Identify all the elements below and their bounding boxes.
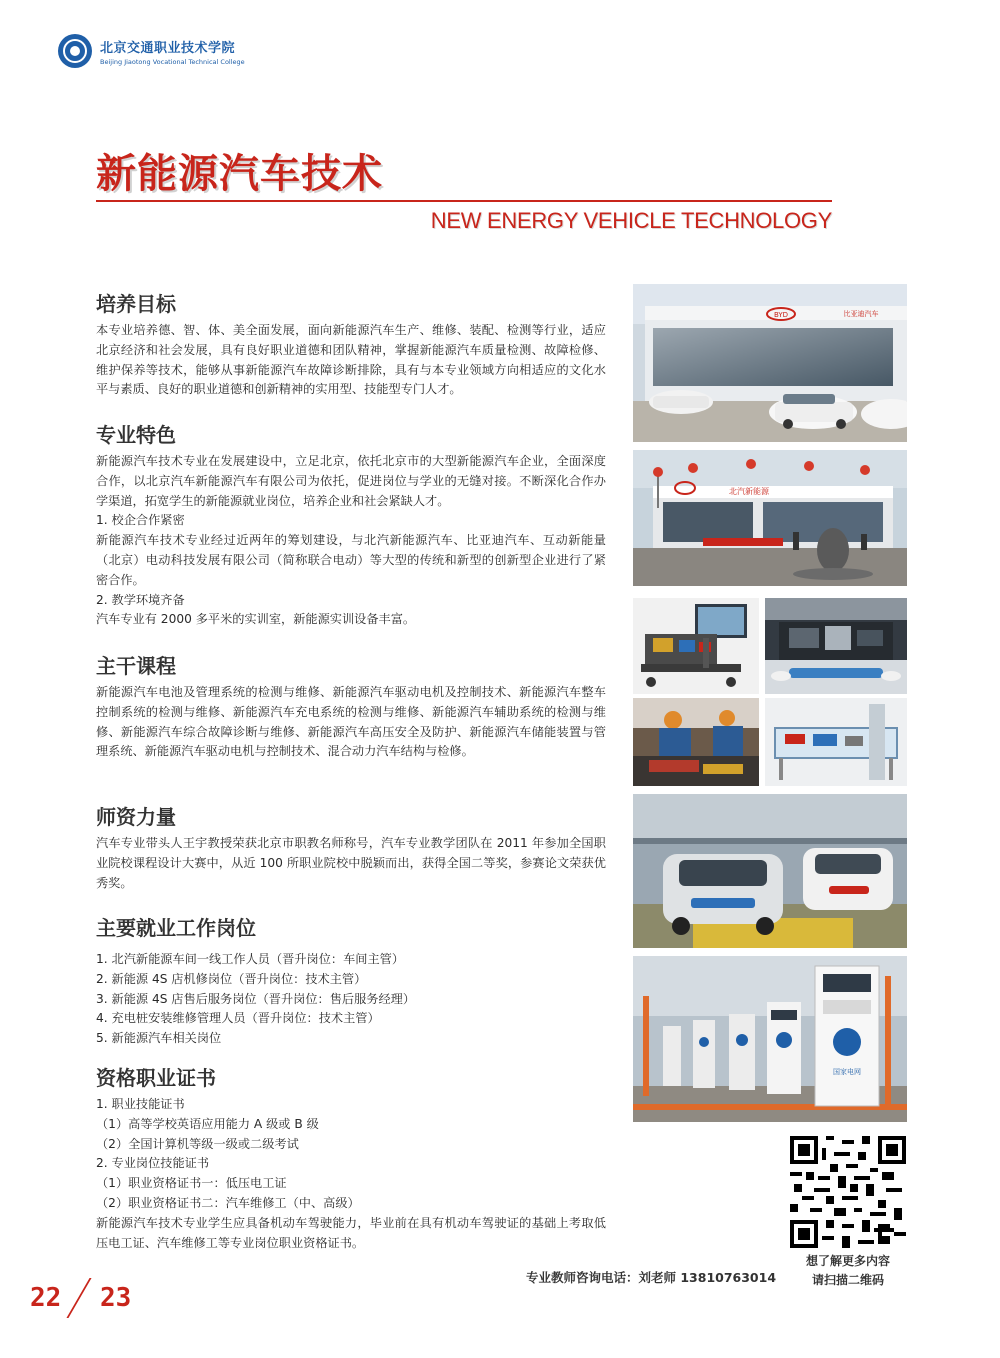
page-title-cn: 新能源汽车技术: [96, 151, 383, 197]
section-text-faculty: 汽车专业带头人王宇教授荣获北京市职教名师称号，汽车专业教学团队在 2011 年参加全国职业院校课程设计大赛中，从近 100 所职业院校中脱颖而出，获得全国二等奖，参赛论文荣获优秀奖。: [96, 836, 606, 890]
list-item: （2）职业资格证书二：汽车维修工（中、高级）: [96, 1195, 360, 1210]
page-number-slash: [66, 1278, 91, 1318]
list-item: 1. 北汽新能源车间一线工作人员（晋升岗位：车间主管）: [96, 952, 405, 966]
jobs-list: [96, 950, 616, 1049]
section-heading-jobs: 主要就业工作岗位: [96, 916, 256, 940]
contact-phone: 专业教师咨询电话：刘老师 13810763014: [526, 1270, 777, 1285]
section-heading-goal: 培养目标: [96, 292, 176, 316]
page-number-left: 22: [30, 1283, 62, 1313]
photo-assembly-line: [633, 794, 907, 948]
certs-list: [96, 1095, 616, 1214]
charger-label: 国家电网: [833, 1068, 861, 1076]
section-text-courses: 新能源汽车电池及管理系统的检测与维修、新能源汽车驱动电机及控制技术、新能源汽车整车控制系统的检测与维修、新能源汽车充电系统的检测与维修、新能源汽车辅助系统的检测与维修、新能源汽车综合故障诊断与维修、新能源汽车高压安全及防护、新能源汽车储能装置与管理系统、新能源汽车驱动电机与控制技术、混合动力汽车结构与检修。: [96, 685, 606, 759]
dealer-sign-cn: 比亚迪汽车: [843, 310, 879, 318]
list-item: 5. 新能源汽车相关岗位: [96, 1031, 222, 1046]
section-heading-features: 专业特色: [96, 423, 176, 447]
photo-dealership: [633, 284, 907, 442]
list-item: 2. 专业岗位技能证书: [96, 1156, 210, 1171]
section-heading-certs: 资格职业证书: [96, 1066, 216, 1090]
qr-caption-line1: 想了解更多内容: [805, 1254, 890, 1268]
features-subheading-2: 2. 教学环境齐备: [96, 592, 185, 607]
section-text-goal: 本专业培养德、智、体、美全面发展，面向新能源汽车生产、维修、装配、检测等行业，适应北京经济和社会发展，具有良好职业道德和团队精神，掌握新能源汽车质量检测、故障检修、维护保养等技术，能够从事新能源汽车故障诊断排除，具有与本专业领域方向相适应的文化水平与素质、良好的职业道德和创新精神的实用型、技能型专门人才。: [96, 323, 606, 397]
photo-training-rig: [633, 598, 759, 694]
school-name-en: Beijing Jiaotong Vocational Technical College: [100, 57, 245, 66]
section-heading-courses: 主干课程: [96, 654, 176, 678]
building-sign: 北汽新能源: [729, 487, 769, 496]
list-item: 4. 充电桩安装维修管理人员（晋升岗位：技术主管）: [96, 1011, 380, 1026]
school-name-cn: 北京交通职业技术学院: [100, 40, 236, 56]
features-paragraph: 新能源汽车技术专业在发展建设中，立足北京，依托北京市的大型新能源汽车企业，全面深度合作，以北京汽车新能源汽车有限公司为依托，促进岗位与学业的无缝对接。不断深化合作办学渠道，拓宽学生的新能源就业岗位，培养企业和社会紧缺人才。: [96, 454, 606, 508]
list-item: 1. 职业技能证书: [96, 1097, 185, 1111]
photo-engine-bay: [765, 598, 907, 694]
school-seal-icon: [58, 34, 92, 68]
photo-training-boards: [765, 698, 907, 786]
features-paragraph-3: 汽车专业有 2000 多平米的实训室，新能源实训设备丰富。: [96, 612, 416, 627]
section-heading-faculty: 师资力量: [96, 805, 176, 829]
section-text-features: [96, 452, 606, 630]
page-number-right: 23: [100, 1283, 132, 1313]
qr-caption-line2: 请扫描二维码: [811, 1273, 884, 1287]
list-item: （1）职业资格证书一：低压电工证: [96, 1176, 287, 1191]
list-item: 2. 新能源 4S 店机修岗位（晋升岗位：技术主管）: [96, 971, 367, 986]
list-item: （1）高等学校英语应用能力 A 级或 B 级: [96, 1116, 319, 1131]
photo-workers: [633, 698, 759, 786]
certs-note: 新能源汽车技术专业学生应具备机动车驾驶能力，毕业前在具有机动车驾驶证的基础上考取低压电工证、汽车维修工等专业岗位职业资格证书。: [96, 1216, 606, 1250]
qr-code[interactable]: [790, 1136, 906, 1248]
page-title-en: NEW ENERGY VEHICLE TECHNOLOGY: [430, 208, 832, 233]
list-item: 3. 新能源 4S 店售后服务岗位（晋升岗位：售后服务经理）: [96, 991, 416, 1006]
list-item: （2）全国计算机等级一级或二级考试: [96, 1136, 299, 1151]
photo-baic-building: [633, 450, 907, 586]
dealer-sign-byd: BYD: [773, 311, 789, 319]
photo-charging-stations: [633, 956, 907, 1122]
title-divider: [96, 200, 832, 202]
features-subheading-1: 1. 校企合作紧密: [96, 513, 185, 528]
features-paragraph-2: 新能源汽车技术专业经过近两年的筹划建设，与北汽新能源汽车、比亚迪汽车、互动新能量（北京）电动科技发展有限公司（简称联合电动）等大型的传统和新型的创新型企业进行了紧密合作。: [96, 533, 606, 587]
school-logo: [58, 34, 245, 68]
